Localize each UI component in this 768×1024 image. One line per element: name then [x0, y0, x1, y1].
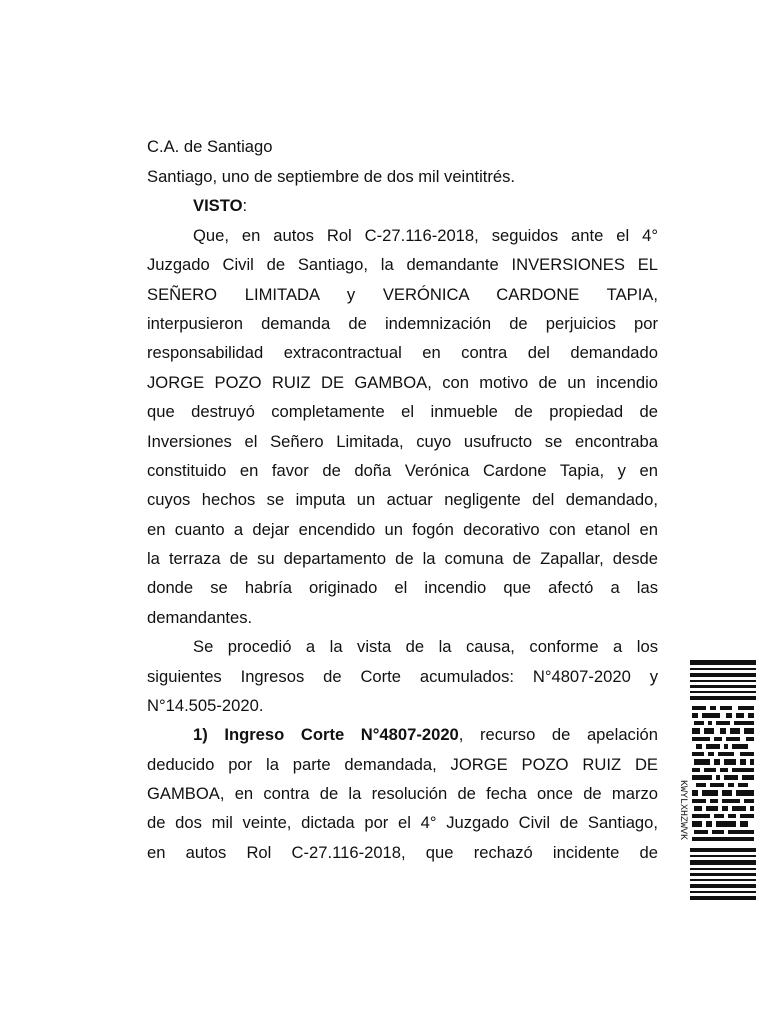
verification-barcode — [690, 660, 756, 902]
para1-line: la terraza de su departamento de la comuna de Zapallar, desde — [147, 549, 658, 568]
para1-line: SEÑERO LIMITADA y VERÓNICA CARDONE TAPIA, — [147, 285, 658, 304]
visto-heading — [193, 196, 658, 216]
para1-line: que destruyó completamente el inmueble de propiedad de — [147, 402, 658, 421]
para1-line: JORGE POZO RUIZ DE GAMBOA, con motivo de un incendio — [147, 373, 658, 392]
para1-line: constituido en favor de doña Verónica Cardone Tapia, y en — [147, 461, 658, 480]
date-line: Santiago, uno de septiembre de dos mil veintitrés. — [147, 167, 516, 186]
para1-line: Juzgado Civil de Santiago, la demandante INVERSIONES EL — [147, 255, 658, 274]
para3-line: GAMBOA, en contra de la resolución de fecha once de marzo — [147, 784, 658, 803]
para2-line: Se procedió a la vista de la causa, conforme a los — [193, 637, 658, 656]
para3-line: deducido por la parte demandada, JORGE POZO RUIZ DE — [147, 755, 658, 774]
para1-line: en cuanto a dejar encendido un fogón decorativo con etanol en — [147, 520, 658, 539]
visto-colon: : — [242, 196, 248, 215]
para1-line: interpusieron demanda de indemnización de perjuicios por — [147, 314, 658, 333]
para2-line: siguientes Ingresos de Corte acumulados: N°4807-2020 y — [147, 667, 658, 686]
para2-line: N°14.505-2020. — [147, 696, 264, 715]
para3-lead-rest: , recurso de apelación — [458, 725, 658, 744]
visto-label: VISTO — [193, 196, 243, 215]
para1-line: donde se habría originado el incendio que afectó a las — [147, 578, 658, 597]
para3-line: en autos Rol C-27.116-2018, que rechazó incidente de — [147, 843, 658, 862]
para1-line: cuyos hechos se imputa un actuar negligente del demandado, — [147, 490, 658, 509]
court-name: C.A. de Santiago — [147, 137, 273, 156]
para3-first-line — [193, 725, 658, 745]
ingreso-heading: 1) Ingreso Corte N°4807-2020 — [193, 725, 459, 744]
para3-line: de dos mil veinte, dictada por el 4° Juzgado Civil de Santiago, — [147, 813, 658, 832]
para1-line: Que, en autos Rol C-27.116-2018, seguidos ante el 4° — [193, 226, 658, 245]
para1-line: demandantes. — [147, 608, 253, 627]
para1-line: responsabilidad extracontractual en contra del demandado — [147, 343, 658, 362]
para1-line: Inversiones el Señero Limitada, cuyo usufructo se encontraba — [147, 432, 658, 451]
verification-code: KWYLXHZWVK — [677, 780, 688, 841]
